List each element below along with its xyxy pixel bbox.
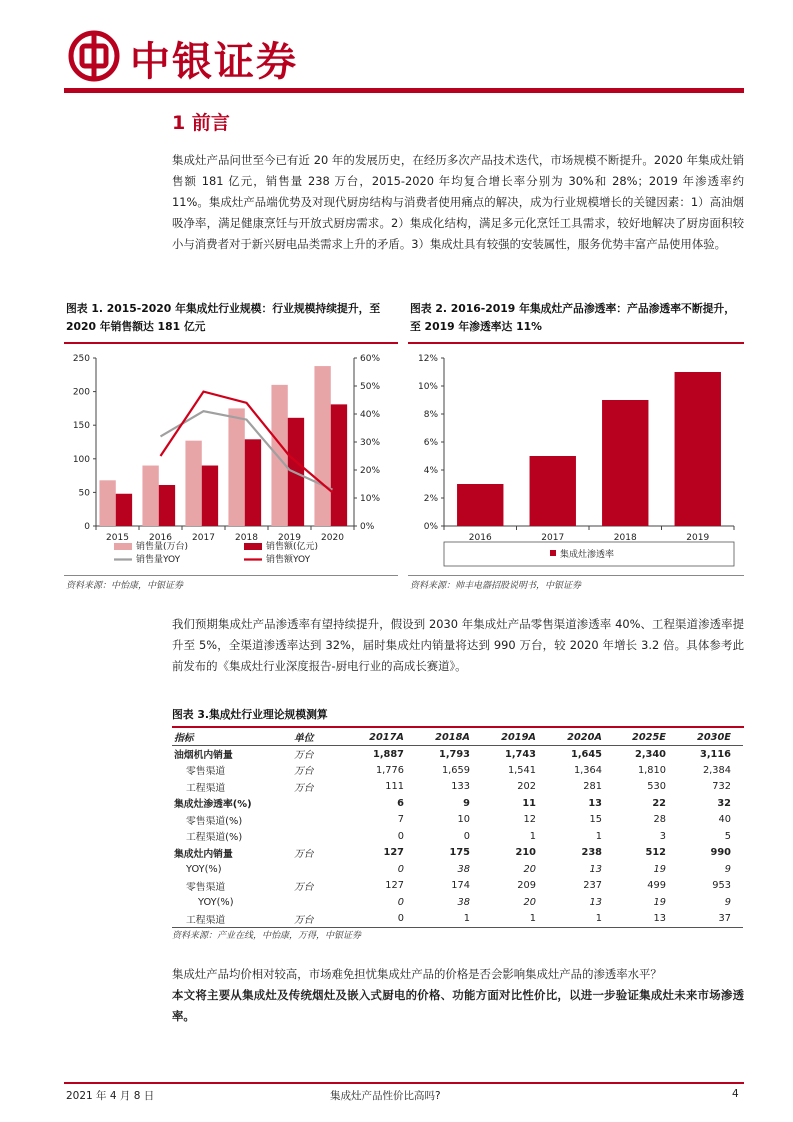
row-label: 集成灶渗透率(%) — [174, 799, 252, 811]
x-tick-label: 2019 — [686, 533, 710, 543]
x-tick-label: 2017 — [192, 533, 215, 543]
row-label: 工程渠道(%) — [186, 832, 243, 844]
table-header-row — [172, 729, 743, 746]
left-tick-label: 150 — [72, 421, 90, 432]
table-header-cell: 2030E — [678, 729, 743, 746]
table-cell: 15 — [589, 814, 602, 826]
table-row — [172, 861, 743, 878]
right-tick-label: 40% — [360, 410, 381, 420]
table-cell: 732 — [712, 781, 731, 793]
table-row — [172, 828, 743, 845]
left-tick-label: 250 — [72, 354, 90, 364]
row-label: 工程渠道 — [172, 911, 292, 928]
right-tick-label: 20% — [360, 466, 381, 476]
table-row — [172, 779, 743, 796]
row-unit — [292, 861, 352, 878]
row-unit: 万台 — [292, 911, 352, 928]
table-row — [172, 894, 743, 911]
table-row — [172, 795, 743, 812]
row-unit: 万台 — [294, 881, 314, 893]
table-cell: 9 — [724, 863, 731, 875]
bar-penetration — [602, 400, 648, 526]
legend-swatch — [114, 543, 132, 550]
bar-sales-revenue — [331, 404, 347, 526]
table-cell: 5 — [724, 830, 731, 842]
figure2-source: 资料来源：帅丰电器招股说明书，中银证券 — [410, 581, 582, 591]
figure2-bottom-rule — [408, 575, 744, 576]
table-cell: 127 — [385, 880, 404, 892]
table-cell: 0 — [397, 830, 404, 842]
table-cell: 1,659 — [441, 764, 470, 776]
table-row — [172, 746, 743, 763]
figure3-title: 图表 3.集成灶行业理论规模测算 — [172, 708, 328, 721]
bar-penetration — [457, 484, 503, 526]
table-cell: 202 — [517, 781, 536, 793]
bar-sales-volume — [99, 480, 115, 526]
page-number: 4 — [732, 1088, 739, 1100]
table-cell: 499 — [647, 880, 666, 892]
table-cell: 530 — [647, 781, 666, 793]
legend-swatch — [550, 550, 556, 556]
figure1-source: 资料来源：中怡康，中银证券 — [66, 581, 184, 591]
table-row — [172, 812, 743, 829]
legend-label: 销售量(万台) — [136, 542, 189, 552]
figure1-rule — [64, 342, 398, 344]
bar-sales-revenue — [116, 494, 132, 526]
figure3-rule — [172, 726, 744, 728]
table-header-cell: 指标 — [172, 729, 292, 746]
table-cell: 28 — [653, 814, 666, 826]
y-tick-label: 2% — [423, 494, 438, 504]
table-row — [172, 911, 743, 928]
row-label: 零售渠道(%) — [186, 815, 243, 827]
row-unit: 万台 — [294, 848, 314, 860]
row-label: 集成灶内销量 — [174, 848, 233, 860]
x-tick-label: 2020 — [321, 533, 344, 543]
table-cell: 19 — [653, 896, 666, 908]
table-cell: 13 — [589, 863, 602, 875]
y-tick-label: 4% — [423, 466, 438, 476]
table-cell: 0 — [397, 863, 404, 875]
table-row — [172, 762, 743, 779]
y-tick-label: 8% — [423, 410, 438, 420]
table-cell: 20 — [523, 896, 536, 908]
bar-sales-volume — [142, 466, 158, 526]
right-tick-label: 60% — [360, 354, 381, 364]
table-cell: 3,116 — [700, 748, 731, 760]
table-row — [172, 845, 743, 862]
table-cell: 9 — [463, 797, 470, 809]
row-unit: 万台 — [294, 750, 314, 761]
table-cell: 1,793 — [439, 748, 470, 760]
table-cell: 38 — [457, 863, 470, 875]
table-cell: 1,776 — [375, 764, 404, 776]
left-tick-label: 50 — [78, 488, 90, 499]
intro-paragraph — [172, 150, 744, 255]
table-header-cell: 2019A — [482, 729, 548, 746]
x-tick-label: 2018 — [613, 533, 637, 543]
legend-label: 销售额(亿元) — [266, 542, 319, 552]
right-tick-label: 0% — [360, 522, 375, 532]
row-unit — [292, 812, 352, 829]
table-header-cell: 2017A — [352, 729, 416, 746]
legend-label: 销售量YOY — [136, 555, 181, 565]
figure2-title: 图表 2. 2016-2019 年集成灶产品渗透率：产品渗透率不断提升，至 2019 年渗透率达 11% — [410, 302, 736, 333]
x-tick-label: 2017 — [541, 533, 565, 543]
table-cell: 237 — [583, 880, 602, 892]
y-tick-label: 0% — [423, 522, 438, 532]
header-rule — [64, 88, 744, 93]
row-label: 零售渠道 — [186, 881, 226, 893]
table-cell: 1,645 — [571, 748, 602, 760]
chart-penetration-rate — [408, 346, 744, 572]
x-tick-label: 2019 — [278, 533, 301, 543]
table-cell: 1,541 — [507, 764, 536, 776]
table-row — [172, 878, 743, 895]
row-unit — [292, 795, 352, 812]
table-cell: 0 — [463, 830, 470, 842]
legend-swatch — [244, 543, 262, 550]
chart-sales-scale — [64, 346, 398, 572]
table-cell: 2,340 — [635, 748, 666, 760]
row-label: 工程渠道 — [186, 782, 226, 794]
figure3-source: 资料来源：产业在线，中怡康，万得，中银证券 — [172, 931, 362, 941]
table-header-cell: 2025E — [614, 729, 678, 746]
bar-penetration — [675, 372, 721, 526]
table-cell: 20 — [523, 863, 536, 875]
table-cell: 209 — [517, 880, 536, 892]
row-label: YOY(%) — [198, 896, 234, 908]
footer-date: 2021 年 4 月 8 日 — [66, 1090, 155, 1102]
table-cell: 1 — [529, 830, 536, 842]
table-cell: 953 — [712, 880, 731, 892]
x-tick-label: 2015 — [106, 533, 129, 543]
right-tick-label: 10% — [360, 494, 381, 504]
table-cell: 512 — [645, 847, 666, 859]
bar-sales-volume — [185, 441, 201, 526]
table-cell: 0 — [352, 911, 416, 928]
table-cell: 3 — [659, 830, 666, 842]
table-cell: 37 — [678, 911, 743, 928]
table-cell: 22 — [652, 797, 666, 809]
left-tick-label: 200 — [72, 387, 90, 398]
table-header-cell: 单位 — [292, 729, 352, 746]
bar-sales-volume — [228, 408, 244, 526]
table-cell: 1 — [416, 911, 482, 928]
table-cell: 238 — [581, 847, 602, 859]
table-cell: 1,887 — [373, 748, 404, 760]
brand-name: 中银证券 — [130, 38, 298, 85]
right-tick-label: 50% — [360, 382, 381, 392]
table-cell: 133 — [451, 781, 470, 793]
table-cell: 9 — [724, 896, 731, 908]
bar-penetration — [530, 456, 576, 526]
x-tick-label: 2016 — [149, 533, 172, 543]
left-tick-label: 100 — [72, 454, 90, 465]
table-cell: 11 — [522, 797, 536, 809]
table-cell: 19 — [653, 863, 666, 875]
table-cell: 127 — [383, 847, 404, 859]
bar-sales-revenue — [245, 439, 261, 526]
table-cell: 13 — [614, 911, 678, 928]
table-cell: 1 — [595, 830, 602, 842]
table-cell: 12 — [523, 814, 536, 826]
table-cell: 281 — [583, 781, 602, 793]
x-tick-label: 2018 — [235, 533, 258, 543]
row-unit: 万台 — [294, 782, 314, 794]
left-tick-label: 0 — [84, 522, 90, 532]
row-label: 零售渠道 — [186, 766, 226, 778]
table-cell: 32 — [717, 797, 731, 809]
legend-label: 集成灶渗透率 — [560, 550, 615, 560]
table-cell: 111 — [385, 781, 404, 793]
bar-sales-revenue — [202, 466, 218, 526]
closing-text: 集成灶产品均价相对较高，市场难免担忧集成灶产品的价格是否会影响集成灶产品的渗透率水平？ — [172, 967, 662, 981]
figure1-title: 图表 1. 2015-2020 年集成灶行业规模：行业规模持续提升，至 2020 年销售额达 181 亿元 — [66, 302, 381, 333]
table-cell: 13 — [589, 896, 602, 908]
table-cell: 174 — [451, 880, 470, 892]
table-cell: 38 — [457, 896, 470, 908]
y-tick-label: 12% — [417, 354, 438, 364]
closing-paragraph — [172, 964, 744, 1027]
table-header-cell: 2018A — [416, 729, 482, 746]
table-cell: 210 — [515, 847, 536, 859]
table-cell: 1,743 — [505, 748, 536, 760]
bar-sales-volume — [271, 385, 287, 526]
footer-rule — [64, 1082, 744, 1084]
table-cell: 1 — [548, 911, 614, 928]
mid-paragraph: 我们预期集成灶产品渗透率有望持续提升，假设到 2030 年集成灶产品零售渠道渗透率 40%、工程渠道渗透率提升至 5%，全渠道渗透率达到 32%，届时集成灶内销量将达到 990 万台，较 2020 年增长 3.2 倍。具体参考此前发布的《集成灶行业深度报告-厨电行业的高成长赛道》。 — [172, 617, 744, 673]
table-cell: 7 — [397, 814, 404, 826]
table-cell: 0 — [397, 896, 404, 908]
legend-label: 销售额YOY — [266, 555, 311, 565]
row-unit — [292, 894, 352, 911]
bar-sales-volume — [314, 366, 330, 526]
row-label: YOY(%) — [186, 863, 222, 875]
table-cell: 13 — [588, 797, 602, 809]
bar-sales-revenue — [159, 485, 175, 526]
table-cell: 1,364 — [573, 764, 602, 776]
scale-estimate-table — [172, 729, 743, 928]
table-cell: 6 — [397, 797, 404, 809]
table-cell: 1,810 — [637, 764, 666, 776]
bank-logo-icon — [68, 30, 120, 82]
x-tick-label: 2016 — [468, 533, 492, 543]
table-cell: 990 — [710, 847, 731, 859]
right-tick-label: 30% — [360, 438, 381, 448]
table-header-cell: 2020A — [548, 729, 614, 746]
intro-text: 集成灶产品问世至今已有近 20 年的发展历史，在经历多次产品技术迭代，市场规模不断提升。2020 年集成灶销售额 181 亿元，销售量 238 万台，2015-2020 年均复合增长率分别为 30%和 28%；2019 年渗透率约 11%。集成灶产品端优势及对现代厨房结构与消费者使用痛点的解决，成为行业规模增长的关键因素：1）高油烟吸净率，满足健康烹饪与开放式厨房需求。2）集成化结构，满足多元化烹饪工具需求，较好地解决了厨房面积较小与消费者对于新兴厨电品类需求上升的矛盾。3）集成灶具有较强的安装属性，服务优势丰富产品使用体验。 — [172, 153, 744, 251]
table-cell: 175 — [449, 847, 470, 859]
table-cell: 10 — [457, 814, 470, 826]
table-cell: 40 — [718, 814, 731, 826]
row-label: 油烟机内销量 — [174, 750, 233, 761]
footer-doc-title: 集成灶产品性价比高吗? — [330, 1090, 441, 1102]
y-tick-label: 10% — [417, 382, 438, 392]
closing-bold-text: 本文将主要从集成灶及传统烟灶及嵌入式厨电的价格、功能方面对比性价比，以进一步验证集成灶未来市场渗透率。 — [172, 988, 744, 1023]
table-cell: 2,384 — [702, 764, 731, 776]
figure1-bottom-rule — [64, 575, 398, 576]
row-unit: 万台 — [294, 766, 314, 778]
section-title: 1 前言 — [172, 112, 230, 134]
row-unit — [292, 828, 352, 845]
y-tick-label: 6% — [423, 438, 438, 448]
figure2-rule — [408, 342, 744, 344]
table-cell: 1 — [482, 911, 548, 928]
